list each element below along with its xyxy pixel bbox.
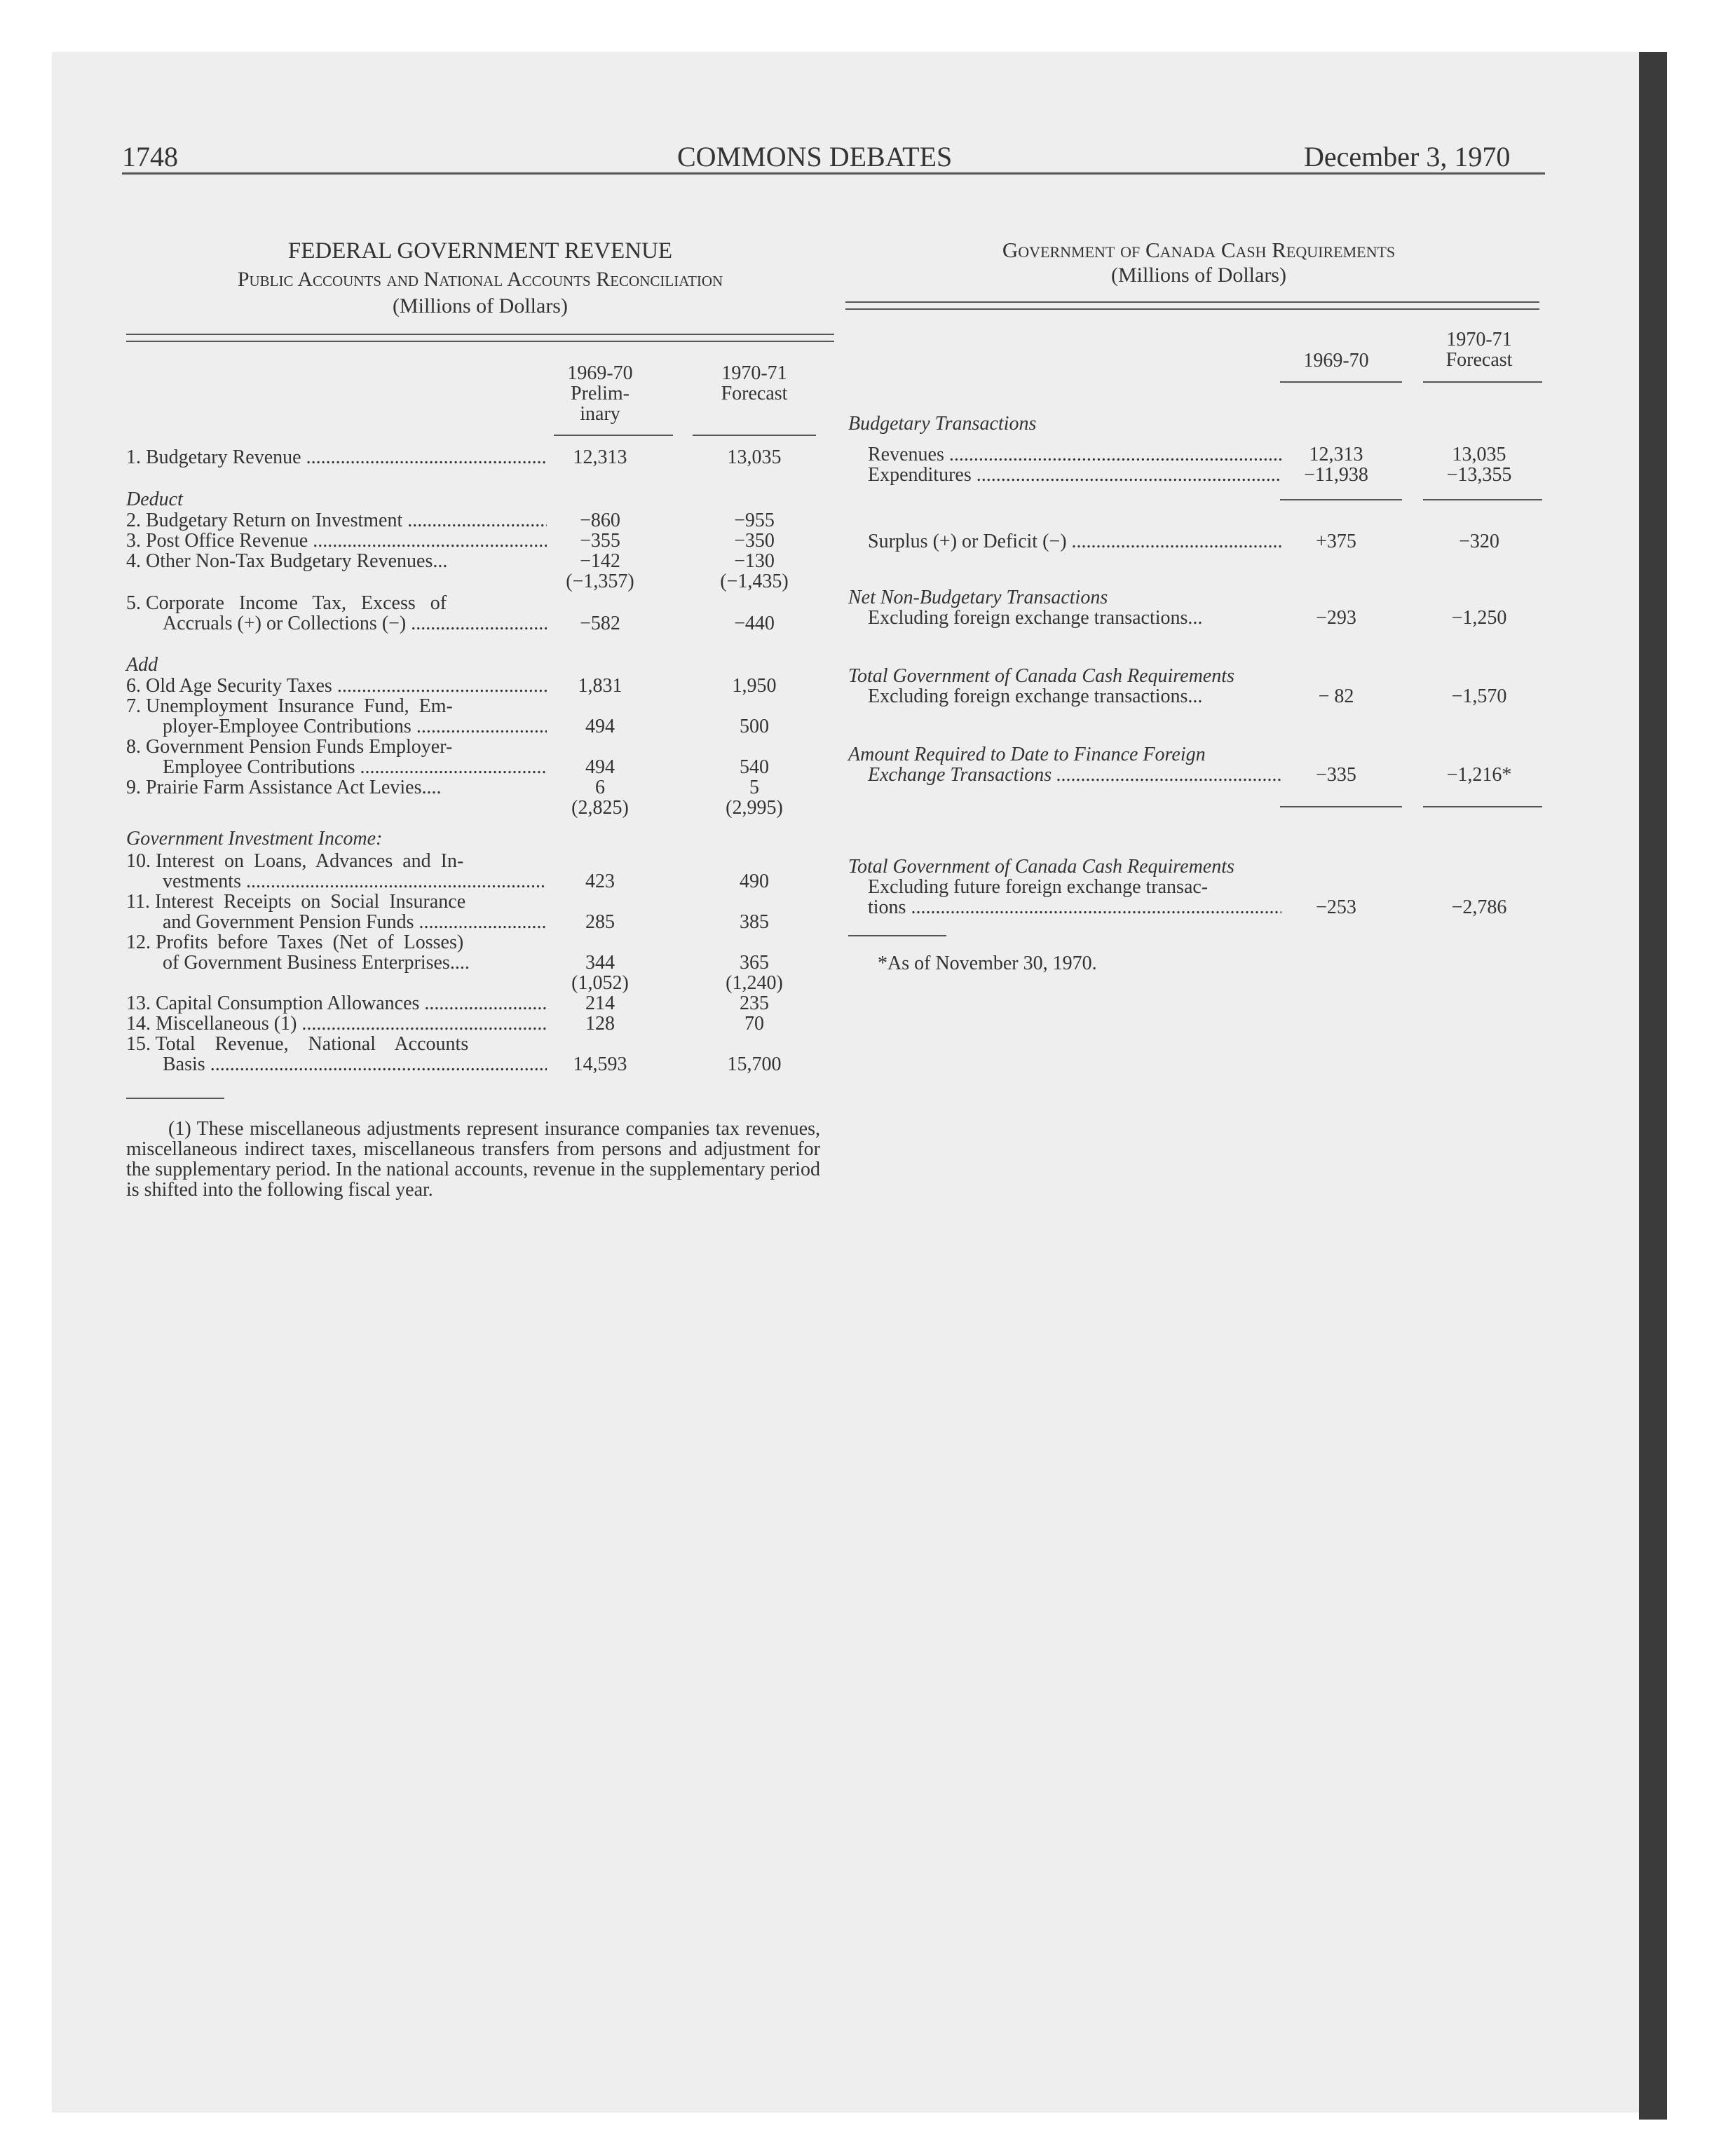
sum-rule <box>1280 499 1402 500</box>
right-col2-header: 1970-71 Forecast <box>1445 329 1513 371</box>
row-label: 15. Total Revenue, National Accounts Basis ..... <box>126 1034 547 1074</box>
right-col1-rule <box>1280 381 1402 383</box>
row-value-1970: −350 <box>734 530 775 552</box>
row-value-1970: −13,355 <box>1446 464 1512 486</box>
row-label: 9. Prairie Farm Assistance Act Levies.... <box>126 777 442 798</box>
subtotal-1969: (−1,357) <box>566 571 634 592</box>
left-double-rule-bottom <box>126 341 834 342</box>
left-col1-rule <box>554 435 673 436</box>
row-label: 14. Miscellaneous (1) ..... <box>126 1014 547 1034</box>
sum-rule <box>1423 806 1542 807</box>
row-value-1969: 285 <box>585 911 615 933</box>
subtotal-1969: (1,052) <box>571 972 629 994</box>
row-value-1969: −11,938 <box>1304 464 1368 486</box>
publication-date: December 3, 1970 <box>1304 141 1511 172</box>
row-label: Exchange Transactions ..... <box>868 765 1281 785</box>
row-value-1970: 13,035 <box>727 446 782 468</box>
total-value-1969: −253 <box>1316 896 1356 918</box>
section-heading-total-cash-future: Total Government of Canada Cash Requirements <box>848 856 1234 878</box>
row-value-1969: −142 <box>580 550 620 572</box>
as-of-note: *As of November 30, 1970. <box>878 953 1097 974</box>
row-value-1969: 344 <box>585 952 615 974</box>
section-heading-budgetary: Budgetary Transactions <box>848 413 1037 435</box>
row-value-1970: 500 <box>740 716 769 737</box>
section-heading-add: Add <box>126 654 158 676</box>
row-value-1970: −320 <box>1459 531 1499 552</box>
row-label: 13. Capital Consumption Allowances ..... <box>126 993 547 1014</box>
row-value-1970: −1,570 <box>1451 685 1507 707</box>
section-heading-total-cash: Total Government of Canada Cash Requirements <box>848 665 1234 687</box>
left-table-title: FEDERAL GOVERNMENT REVENUE <box>287 238 673 264</box>
row-label: Surplus (+) or Deficit (−) ..... <box>868 531 1281 552</box>
row-value-1969: 494 <box>585 756 615 778</box>
row-value-1969: 423 <box>585 871 615 892</box>
row-value-1969: −355 <box>580 530 620 552</box>
subtotal-1969: (2,825) <box>571 797 629 819</box>
row-value-1969: −293 <box>1316 607 1356 629</box>
total-value-1969: 14,593 <box>573 1053 627 1075</box>
sum-rule <box>1280 806 1402 807</box>
row-label: 5. Corporate Income Tax, Excess of Accruals (+) or Collections (−) ..... <box>126 593 547 634</box>
section-heading-deduct: Deduct <box>126 489 183 510</box>
row-value-1969: 12,313 <box>573 446 627 468</box>
sum-rule <box>1423 499 1542 500</box>
row-value-1970: −130 <box>734 550 775 572</box>
row-label: 10. Interest on Loans, Advances and In- vestments ..... <box>126 851 547 892</box>
row-label: 6. Old Age Security Taxes ..... <box>126 676 547 696</box>
row-label: Excluding foreign exchange transactions... <box>868 607 1203 629</box>
row-label: 1. Budgetary Revenue ..... <box>126 447 547 468</box>
subtotal-1970: (1,240) <box>726 972 783 994</box>
row-value-1970: 235 <box>740 992 769 1014</box>
row-value-1970: 13,035 <box>1452 444 1506 465</box>
row-value-1969: 1,831 <box>578 675 622 697</box>
right-table-title: Government of Canada Cash Requirements <box>1002 238 1396 262</box>
row-value-1969: 494 <box>585 716 615 737</box>
section-heading-non-budgetary: Net Non-Budgetary Transactions <box>848 587 1108 608</box>
left-col1-header: 1969-70 Prelim- inary <box>567 362 633 425</box>
right-double-rule-top <box>845 301 1539 303</box>
row-value-1969: +375 <box>1316 531 1356 552</box>
left-table-units: (Millions of Dollars) <box>393 294 568 318</box>
row-label: 12. Profits before Taxes (Net of Losses) of Government Business Enterprises.... <box>126 932 470 974</box>
page-number: 1748 <box>122 141 178 172</box>
left-col2-rule <box>693 435 816 436</box>
row-value-1969: −582 <box>580 613 620 634</box>
subtotal-1970: (2,995) <box>726 797 783 819</box>
scan-edge <box>1639 52 1667 2120</box>
row-value-1969: 6 <box>595 777 605 798</box>
row-value-1970: 5 <box>749 777 759 798</box>
footnote-text: (1) These miscellaneous adjustments represent insurance companies tax revenues, miscellaneous indirect taxes, miscellaneous transfers from persons and adjustment for the supplementary period. In the national accounts, revenue in the supplementary period is shifted into the following fiscal year. <box>126 1118 820 1201</box>
right-col2-rule <box>1423 381 1542 383</box>
section-heading-foreign-exchange: Amount Required to Date to Finance Foreign <box>848 744 1206 765</box>
row-value-1969: −860 <box>580 510 620 531</box>
left-double-rule-top <box>126 334 834 335</box>
row-value-1969: −335 <box>1316 764 1356 786</box>
left-col2-header: 1970-71 Forecast <box>721 362 788 404</box>
row-label: Excluding future foreign exchange transac- tions ..... <box>868 877 1281 917</box>
row-value-1969: 128 <box>585 1013 615 1035</box>
row-value-1969: − 82 <box>1318 685 1354 707</box>
row-value-1969: 12,313 <box>1309 444 1363 465</box>
row-value-1970: −440 <box>734 613 775 634</box>
footnote-rule <box>126 1098 224 1099</box>
total-value-1970: −2,786 <box>1451 896 1507 918</box>
row-value-1970: −955 <box>734 510 775 531</box>
left-table-subtitle: Public Accounts and National Accounts Reconciliation <box>237 268 723 291</box>
section-heading-investment-income: Government Investment Income: <box>126 828 383 850</box>
row-label: Expenditures ..... <box>868 465 1281 485</box>
row-value-1970: 70 <box>744 1013 764 1035</box>
row-value-1970: 385 <box>740 911 769 933</box>
right-table-units: (Millions of Dollars) <box>1111 264 1286 287</box>
row-value-1970: −1,250 <box>1451 607 1507 629</box>
subtotal-1970: (−1,435) <box>720 571 789 592</box>
row-label: Excluding foreign exchange transactions... <box>868 685 1203 707</box>
right-double-rule-bottom <box>845 308 1539 310</box>
note-rule <box>848 935 946 936</box>
row-value-1969: 214 <box>585 992 615 1014</box>
row-value-1970: 1,950 <box>732 675 777 697</box>
right-col1-header: 1969-70 <box>1303 350 1369 371</box>
row-label: Revenues ..... <box>868 444 1281 465</box>
row-label: 7. Unemployment Insurance Fund, Em- ployer-Employee Contributions ..... <box>126 696 547 737</box>
row-label: 8. Government Pension Funds Employer- Employee Contributions ..... <box>126 737 547 777</box>
row-value-1970: −1,216* <box>1446 764 1512 786</box>
row-label: 4. Other Non-Tax Budgetary Revenues... <box>126 550 448 572</box>
total-value-1970: 15,700 <box>727 1053 782 1075</box>
publication-title: COMMONS DEBATES <box>677 141 953 172</box>
row-value-1970: 490 <box>740 871 769 892</box>
row-value-1970: 365 <box>740 952 769 974</box>
header-rule <box>122 172 1545 175</box>
row-label: 11. Interest Receipts on Social Insurance and Government Pension Funds ..... <box>126 892 547 932</box>
row-label: 2. Budgetary Return on Investment ..... <box>126 510 547 531</box>
row-label: 3. Post Office Revenue ..... <box>126 531 547 551</box>
row-value-1970: 540 <box>740 756 769 778</box>
